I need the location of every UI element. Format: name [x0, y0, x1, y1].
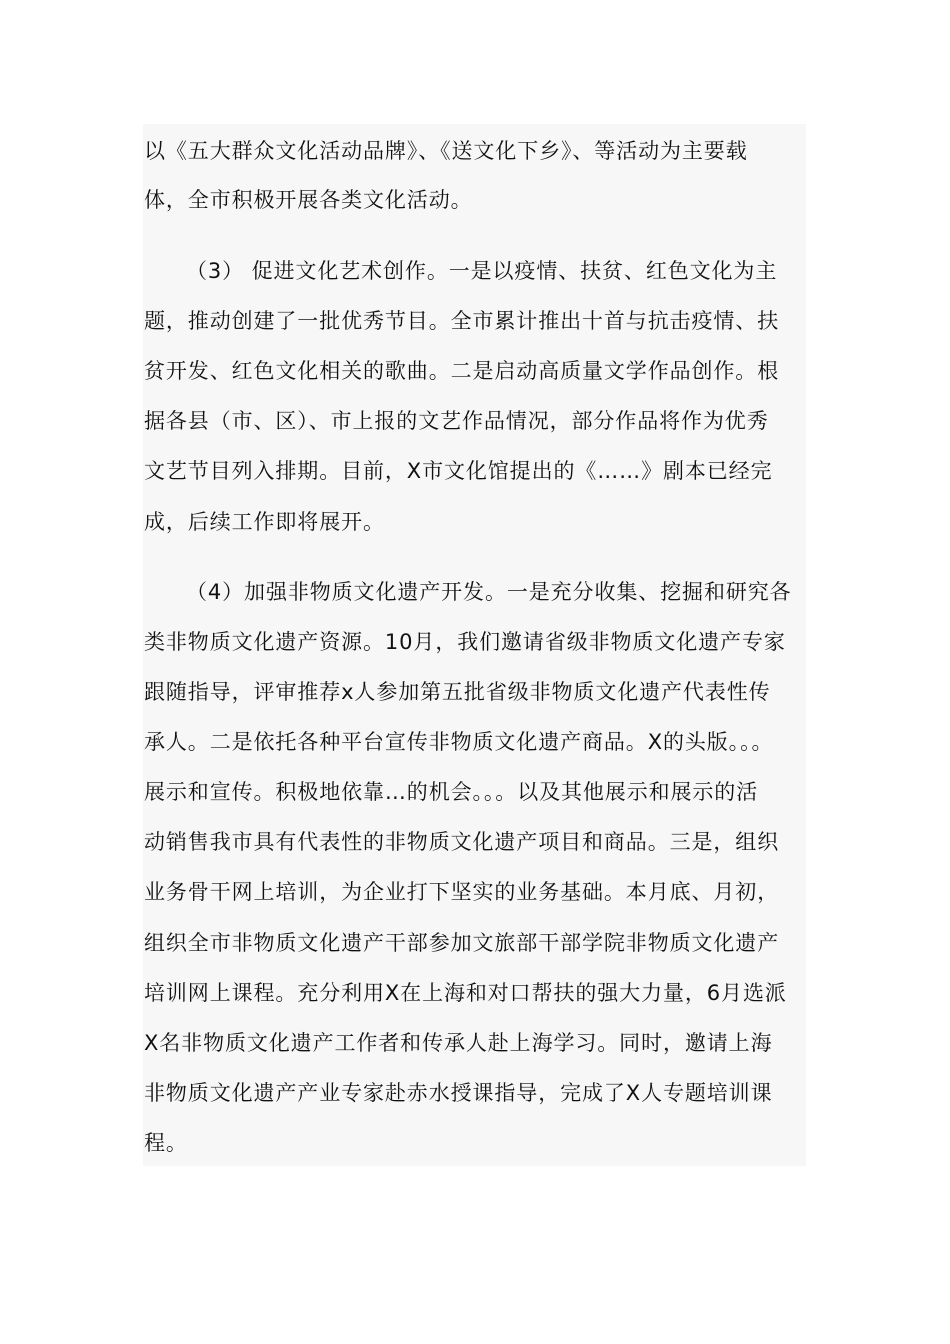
paragraph-1-line: 体，全市积极开展各类文化活动。 [144, 188, 473, 212]
paragraph-3-line: 动销售我市具有代表性的非物质文化遗产项目和商品。三是，组织 [144, 830, 780, 854]
paragraph-3-line: （4）加强非物质文化遗产开发。一是充分收集、挖掘和研究各 [186, 580, 792, 604]
paragraph-3-line: 类非物质文化遗产资源。10月，我们邀请省级非物质文化遗产专家 [144, 630, 786, 654]
paragraph-2-line: 据各县（市、区）、市上报的文艺作品情况，部分作品将作为优秀 [144, 409, 769, 433]
paragraph-2-line: 题，推动创建了一批优秀节目。全市累计推出十首与抗击疫情、扶 [144, 309, 780, 333]
paragraph-2-line: 成，后续工作即将展开。 [144, 510, 385, 534]
paragraph-3-line: 非物质文化遗产产业专家赴赤水授课指导，完成了X人专题培训课 [144, 1081, 773, 1105]
paragraph-3-line: 跟随指导，评审推荐x人参加第五批省级非物质文化遗产代表性传 [144, 680, 771, 704]
paragraph-3-line: 程。 [144, 1131, 188, 1155]
paragraph-3-line: 展示和宣传。积极地依靠…的机会。。。以及其他展示和展示的活 [144, 780, 759, 804]
paragraph-2-line: 文艺节目列入排期。目前，X市文化馆提出的《……》剧本已经完 [144, 459, 773, 483]
paragraph-3-line: X名非物质文化遗产工作者和传承人赴上海学习。同时，邀请上海 [144, 1031, 773, 1055]
paragraph-1-line: 以《五大群众文化活动品牌》、《送文化下乡》、等活动为主要载 [144, 139, 748, 163]
paragraph-3-line: 承人。二是依托各种平台宣传非物质文化遗产商品。X的头版。。。 [144, 730, 774, 754]
paragraph-3-line: 组织全市非物质文化遗产干部参加文旅部干部学院非物质文化遗产 [144, 931, 780, 955]
paragraph-3-line: 培训网上课程。充分利用X在上海和对口帮扶的强大力量，6月选派 [144, 981, 787, 1005]
paragraph-2-line: （3） 促进文化艺术创作。一是以疫情、扶贫、红色文化为主 [186, 259, 778, 283]
paragraph-3-line: 业务骨干网上培训，为企业打下坚实的业务基础。本月底、月初， [144, 880, 780, 904]
paragraph-2-line: 贫开发、红色文化相关的歌曲。二是启动高质量文学作品创作。根 [144, 359, 780, 383]
